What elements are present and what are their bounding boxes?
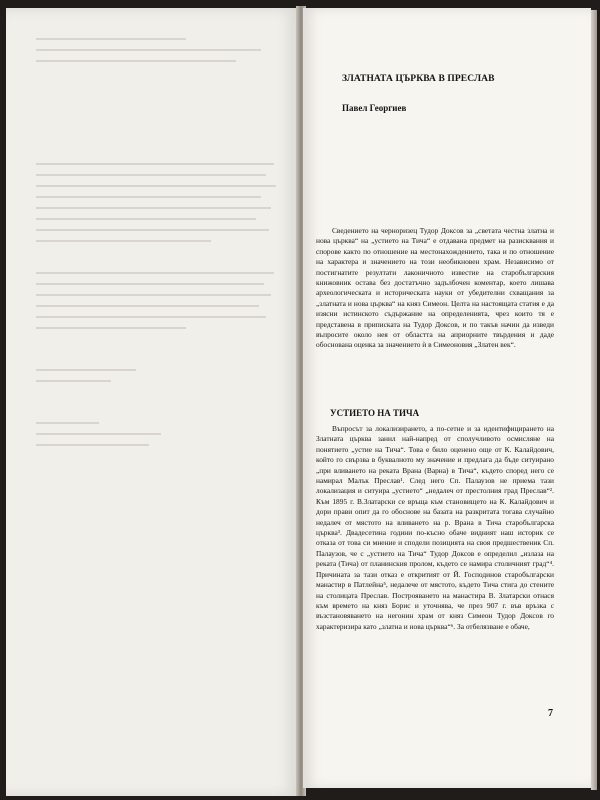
section-paragraph: Въпросът за локализирането, а по-сетне и за идентифицирането на Златната църква занил най-напред от сполучливото осмисляне на понятието „устие на Тича“. Това е било оценено още от К. Калайдович, който го свързва в буквалното му значение и предлага да бъде ситуирано „при вливането на реката Врана (Варна) в Тича“, където според него се намирал Малък Преслав¹. След него Сп. Палаузов не приема тази локализация и ситуира „устието“ „недалеч от престолния град Преслав“². Към 1895 г. В.Златарски се връща към становището на К. Калайдович и дори прави опит да го обоснове на базата на разкритата тогава случайно недалеч от мястото на вливането на р. Врана в Тича старобългарска църква³. Двадесетина години по-късно обаче видният наш историк се отказа от това си мнение и сподели позицията на своя предшественик Сп. Палаузов, че с „устието на Тича“ Тудор Доксов е определил „излаза на реката (Тича) от планинския пролом, където се намира столичният град“⁴. Причината за тази отказ е откритият от Й. Господинов старобългарски манастир в Патлейна⁵, недалече от мястото, където Тича стига до стените на столицата Преслав. Построяването на манастира В. Златарски отнася към времето на княз Борис и уточнява, че през 907 г. във връзка с възстановяването на негонин храм от княз Симеон Тудор Доксов го характеризира като „златна и нова църква“⁶. За отбелязване е обаче, [316,424,554,631]
right-page [303,8,591,788]
article-title: ЗЛАТНАТА ЦЪРКВА В ПРЕСЛАВ [342,74,495,84]
article-author: Павел Георгиев [342,103,407,113]
intro-paragraph: Сведението на черноризец Тудор Доксов за „светата честна златна и нова църква“ на „устието на Тича“ е отдавана предмет на разисквания и спорове както по отношение на местонахождението, така и по отношение на характера и значението на този необикновен храм. Независимо от постигнатите резултати лаконичното известие на старобългарския книжовник остава без достатъчно задълбочен коментар, което лишава археологическата и историческата науки от убедителни схващания за „златната и нова църква“ на княз Симеон. Целта на настоящата статия е да изясни истинското съдържание на определенията, чрез които тя е представена в приписката на Тудор Доксов, и по такъв начин да изведи въпросите около нея от областта на априорните твърдения и даде обоснована оценка за значението ѝ в Симеоновия „Златен век“. [316,226,554,350]
left-page [6,8,300,796]
page-edge [591,10,597,790]
page-number: 7 [548,708,553,719]
section-heading: УСТИЕТО НА ТИЧА [330,408,420,418]
left-page-bleed-through [36,38,286,758]
